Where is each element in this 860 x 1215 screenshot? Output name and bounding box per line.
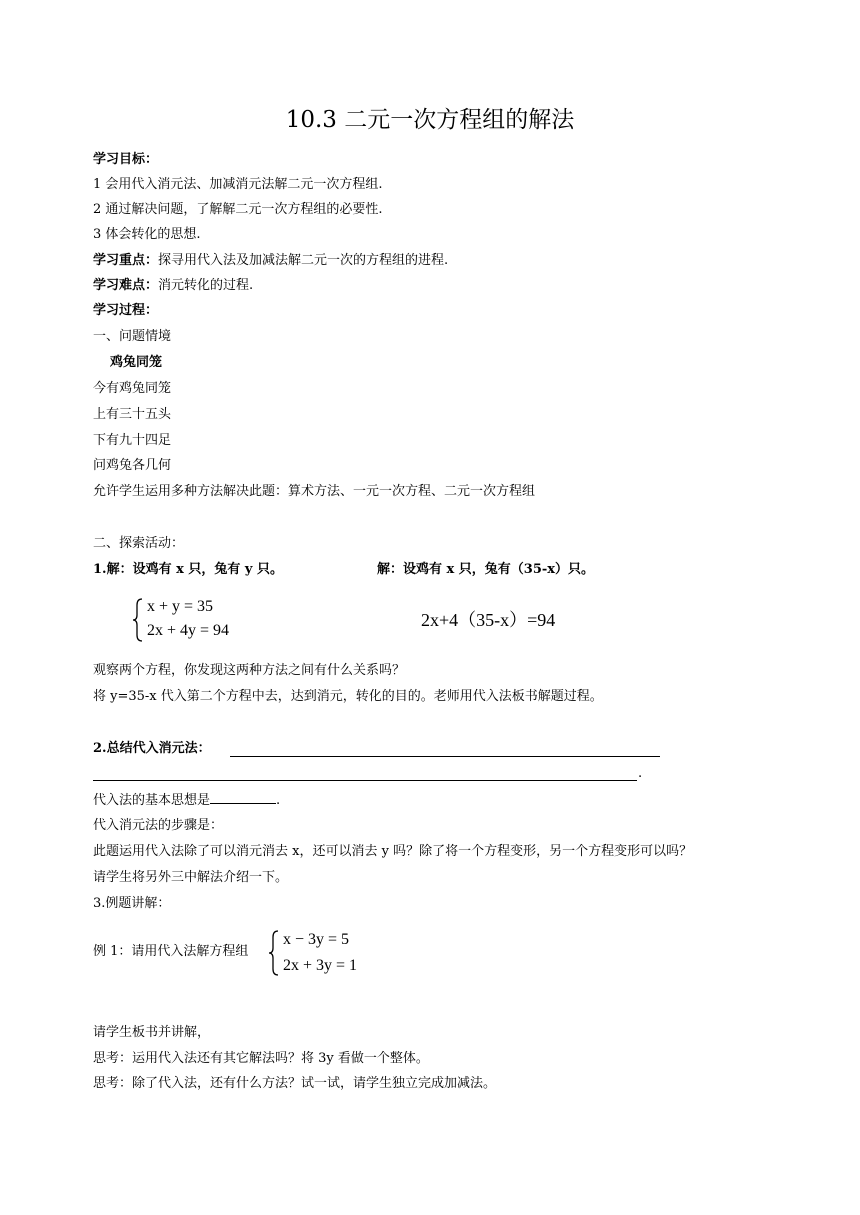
substitute-text: 将 y=35-x 代入第二个方程中去，达到消元，转化的目的。老师用代入法板书解题过程。 <box>93 689 603 704</box>
introduce-text: 请学生将另外三中解法介绍一下。 <box>93 870 289 885</box>
solution-1: 1.解：设鸡有 x 只，兔有 y 只。 <box>93 562 283 577</box>
goal-item: 1 会用代入消元法、加减消元法解二元一次方程组. <box>93 177 383 192</box>
basic-idea-period: . <box>276 793 281 808</box>
allow-text: 允许学生运用多种方法解决此题：算术方法、一元一次方程、二元一次方程组 <box>93 484 536 499</box>
answer-blank <box>230 756 660 757</box>
example1-label: 例 1：请用代入法解方程组 <box>93 944 249 959</box>
question-text: 此题运用代入法除了可以消元消去 x，还可以消去 y 吗？除了将一个方程变形，另一个方程变形可以吗？ <box>93 844 693 859</box>
key-point <box>93 252 448 270</box>
steps-text: 代入消元法的步骤是： <box>93 818 224 833</box>
system1-eq1: x + y = 35 <box>147 598 214 615</box>
difficulty-point <box>93 277 253 295</box>
difficulty-label: 学习难点： <box>93 278 159 293</box>
difficulty-text: 消元转化的过程. <box>158 278 254 293</box>
poem-line: 今有鸡兔同笼 <box>93 381 172 396</box>
key-text: 探寻用代入法及加减法解二元一次的方程组的进程. <box>158 253 449 268</box>
poem-line: 下有九十四足 <box>93 433 172 448</box>
blank-period: . <box>638 766 643 781</box>
poem-title: 鸡兔同笼 <box>110 355 163 370</box>
think-2: 思考：除了代入法，还有什么方法？试一试，请学生独立完成加减法。 <box>93 1076 497 1091</box>
answer-blank <box>93 780 637 781</box>
system1-eq2: 2x + 4y = 94 <box>147 622 230 639</box>
think-1: 思考：运用代入法还有其它解法吗？将 3y 看做一个整体。 <box>93 1051 429 1066</box>
left-brace-icon <box>131 597 145 643</box>
goal-item: 3 体会转化的思想. <box>93 227 201 242</box>
page-title: 10.3 二元一次方程组的解法 <box>285 107 575 133</box>
basic-idea <box>93 791 280 810</box>
observe-text: 观察两个方程，你发现这两种方法之间有什么关系吗？ <box>93 663 406 678</box>
goals-heading: 学习目标： <box>93 152 159 167</box>
solution-2: 解：设鸡有 x 只，兔有（35-x）只。 <box>377 562 595 577</box>
poem-line: 问鸡兔各几何 <box>93 458 172 473</box>
left-brace-icon <box>267 929 281 977</box>
section-heading-1: 一、问题情境 <box>93 329 172 344</box>
answer-blank <box>210 791 276 804</box>
system2-eq1: x − 3y = 5 <box>283 931 350 948</box>
section-heading-2: 二、探索活动： <box>93 536 185 551</box>
single-equation: 2x+4（35-x）=94 <box>421 610 556 630</box>
basic-idea-label: 代入法的基本思想是 <box>93 793 211 808</box>
summary-label: 2.总结代入消元法： <box>93 741 211 756</box>
goal-item: 2 通过解决问题，了解解二元一次方程组的必要性. <box>93 202 383 217</box>
poem-line: 上有三十五头 <box>93 407 172 422</box>
process-label: 学习过程： <box>93 303 159 318</box>
key-label: 学习重点： <box>93 253 159 268</box>
system2-eq2: 2x + 3y = 1 <box>283 957 358 974</box>
example-heading: 3.例题讲解： <box>93 896 171 911</box>
board-text: 请学生板书并讲解， <box>93 1025 211 1040</box>
